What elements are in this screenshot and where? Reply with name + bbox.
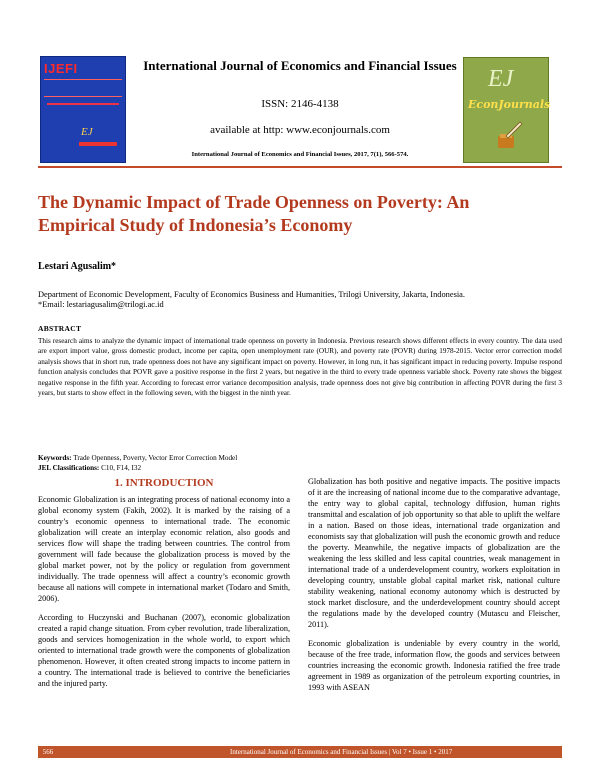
cover-subtitle-band [44, 79, 122, 97]
section-heading: 1. INTRODUCTION [114, 477, 214, 489]
jel-label: JEL Classifications: [38, 464, 100, 472]
abstract-text: This research aims to analyze the dynamic impact of international trade openness on poverty in Indonesia. Previous research shows different effects in every country. The data used are export import value, gross domestic product, income per capita, open unemployment rate (OUR), and poverty rate (POVR) during 1978-2015. Vector error correction model analysis shows that in short run, trade openness does not have any significant impact on poverty. However, in long run, it has significant impact in reducing poverty. Impulse respond function analysis concludes that POVR gave a positive response in the first 2 years, but negative in the third to every trade openness variable shock. Poverty rate shows the biggest negative response in the fifth year. According to forecast error variance decomposition analysis, trade openness does not give big contribution in affecting POVR during the first 3 years, but starts to show effect in the following seven, with the biggest in the ninth year. [38, 337, 562, 398]
logo-mark: EJ [488, 66, 514, 92]
footer-text: International Journal of Economics and Financial Issues | Vol 7 • Issue 1 • 2017 [230, 748, 453, 756]
paragraph: Economic Globalization is an integrating process of national economy into a global economy system (Fakih, 2002). It is marked by the raising of a country’s economic openness to international trade. The economic globalization will create an interplay economic relation, also goods and services flow will shape the trading between countries. The control from government will fade because the globalization process is moved by the global market power, not by the policy or regulation from government individually. The trade openness will affect a country’s economic growth because all nations will compete in international market (Todaro and Smith, 2006). [38, 495, 290, 603]
paragraph: Globalization has both positive and negative impacts. The positive impacts of it are the increasing of national income due to the comparative advantage, the entry way to global capital, technology diffusion, human rights transmittal and escalation of job opportunity so that able to uplift the welfare in a nation. Based on those ideas, international trade organization and economists say that globalization will push the economic growth and reduce the poverty. Meanwhile, the negative impacts of globalization are the weakening the less skilled and less capital countries, weak management in international trade of a underdevelopment country, workers exploitation in developing country, unstable global capital market risk, national culture stability weakening, national economy autonomy which is destructed by stock market disclosure, and the underdevelopment country should accept the regulations made by the developed country (Mutascu and Fleischer, 2011). [308, 477, 560, 629]
keywords [38, 454, 237, 462]
cover-mark: EJ [81, 126, 93, 138]
cover-stripe [47, 103, 119, 105]
author-email[interactable]: *Email: lestariagusalim@trilogi.ac.id [38, 300, 164, 309]
cover-bar [79, 142, 117, 146]
abstract-heading: ABSTRACT [38, 324, 82, 333]
journal-cover-image [40, 56, 126, 163]
header-divider [38, 166, 562, 168]
right-column [308, 476, 560, 701]
journal-title: International Journal of Economics and Financial Issues [143, 58, 457, 73]
paragraph: According to Huczynski and Buchanan (2007), economic globalization created a rapid change situation. From cyber revolution, trade liberalization, goods and services homogenization in the whole world, to export which oriented to international trade growth were the components of globalization phenomenon. However, it often created strong impacts to income pattern in a country. The international trade is believed to contrive the beneficiaries and the injured party. [38, 613, 290, 688]
keywords-label: Keywords: [38, 454, 72, 462]
jel-classifications [38, 464, 141, 472]
issn: ISSN: 2146-4138 [261, 98, 339, 110]
author-affiliation: Department of Economic Development, Faculty of Economics Business and Humanities, Trilogi University, Jakarta, Indonesia. [38, 290, 465, 299]
paragraph: Economic globalization is undeniable by every country in the world, because of the free trade, information flow, the goods and services between countries increasing the economic growth. Indonesia ratified the free trade agreement in 1989 as organization of the petroleum exporting countries, in 1993 with ASEAN [308, 639, 560, 692]
econjournals-logo [463, 57, 549, 163]
left-column [38, 494, 290, 697]
page-number: 566 [38, 746, 58, 758]
logo-name: EconJournals [468, 98, 551, 111]
author-name: Lestari Agusalim* [38, 261, 117, 272]
availability-link[interactable]: available at http: www.econjournals.com [210, 124, 390, 136]
quill-ink-icon [490, 120, 524, 150]
jel-value: C10, F14, I32 [101, 464, 142, 472]
article-title: The Dynamic Impact of Trade Openness on Poverty: An Empirical Study of Indonesia’s Economy [38, 192, 470, 235]
keywords-value: Trade Openness, Poverty, Vector Error Correction Model [73, 454, 238, 462]
citation-line: International Journal of Economics and Financial Issues, 2017, 7(1), 566-574. [191, 151, 409, 158]
cover-title: IJEFI [44, 61, 78, 76]
